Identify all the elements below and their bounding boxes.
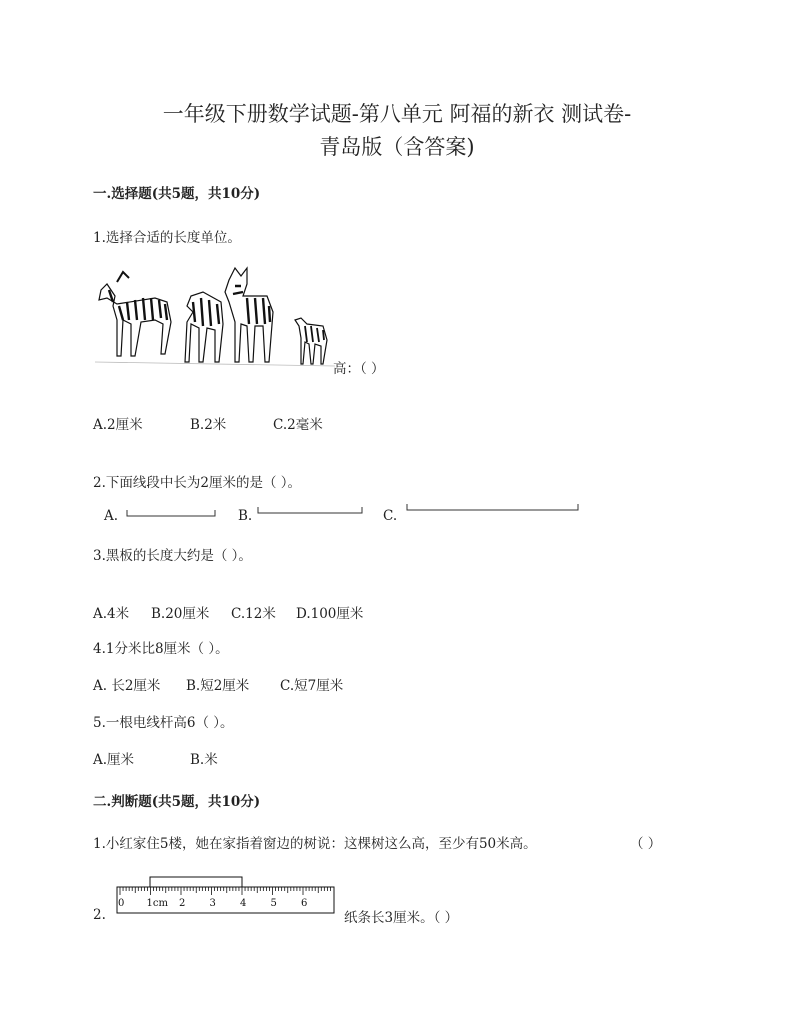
segment-b <box>257 506 363 515</box>
question-2-text: 2.下面线段中长为2厘米的是（ ）。 <box>93 475 302 491</box>
question-4-text: 4.1分米比8厘米（ ）。 <box>93 641 229 657</box>
q1-option-a[interactable]: A.2厘米 <box>93 417 143 433</box>
q4-option-c[interactable]: C.短7厘米 <box>280 678 344 694</box>
q2-option-b[interactable]: B. <box>238 508 253 524</box>
zebra-1 <box>99 272 171 356</box>
q4-option-a[interactable]: A. 长2厘米 <box>93 678 161 694</box>
q1-option-c[interactable]: C.2毫米 <box>273 417 323 433</box>
judge-question-2-text: 纸条长3厘米。（ ） <box>344 910 459 926</box>
paper-strip <box>150 877 242 887</box>
question-1-suffix: 高：（ ） <box>333 361 385 377</box>
question-3-text: 3.黑板的长度大约是（ ）。 <box>93 548 252 564</box>
judge-question-1-text: 1.小红家住5楼，她在家指着窗边的树说：这棵树这么高，至少有50米高。 <box>93 836 537 852</box>
page-title-line1: 一年级下册数学试题-第八单元 阿福的新衣 测试卷- <box>162 102 632 126</box>
question-5-text: 5.一根电线杆高6（ ）。 <box>93 715 234 731</box>
zebras-image <box>95 262 340 370</box>
segment-c <box>406 503 579 512</box>
q3-option-c[interactable]: C.12米 <box>231 606 276 622</box>
ruler-tick-label: 0 <box>118 898 125 909</box>
section1-heading: 一.选择题(共5题，共10分) <box>93 186 261 202</box>
page-title-line2: 青岛版（含答案) <box>319 135 475 159</box>
q5-option-b[interactable]: B.米 <box>190 752 218 768</box>
ruler-tick-label: 4 <box>240 898 247 909</box>
ruler-tick-label: 3 <box>209 898 216 909</box>
q2-option-a[interactable]: A. <box>104 508 119 524</box>
zebra-4 <box>295 318 327 364</box>
q1-option-b[interactable]: B.2米 <box>190 417 227 433</box>
zebra-2 <box>185 292 223 362</box>
question-1-text: 1.选择合适的长度单位。 <box>93 230 241 246</box>
q3-option-a[interactable]: A.4米 <box>93 606 130 622</box>
segment-a <box>126 509 216 517</box>
q3-option-b[interactable]: B.20厘米 <box>151 606 210 622</box>
q4-option-b[interactable]: B.短2厘米 <box>186 678 250 694</box>
ruler-tick-label: 6 <box>301 898 308 909</box>
judge-question-2-number: 2. <box>93 907 106 923</box>
ruler-tick-label: 2 <box>179 898 186 909</box>
judge-question-1-paren[interactable]: （ ） <box>630 836 662 852</box>
ruler-image <box>116 876 336 916</box>
ruler-tick-label: 5 <box>270 898 277 909</box>
ruler-tick-label: 1cm <box>146 898 168 909</box>
q3-option-d[interactable]: D.100厘米 <box>296 606 364 622</box>
zebra-3 <box>225 268 273 362</box>
section2-heading: 二.判断题(共5题，共10分) <box>93 794 261 810</box>
q5-option-a[interactable]: A.厘米 <box>93 752 135 768</box>
q2-option-c[interactable]: C. <box>383 508 398 524</box>
